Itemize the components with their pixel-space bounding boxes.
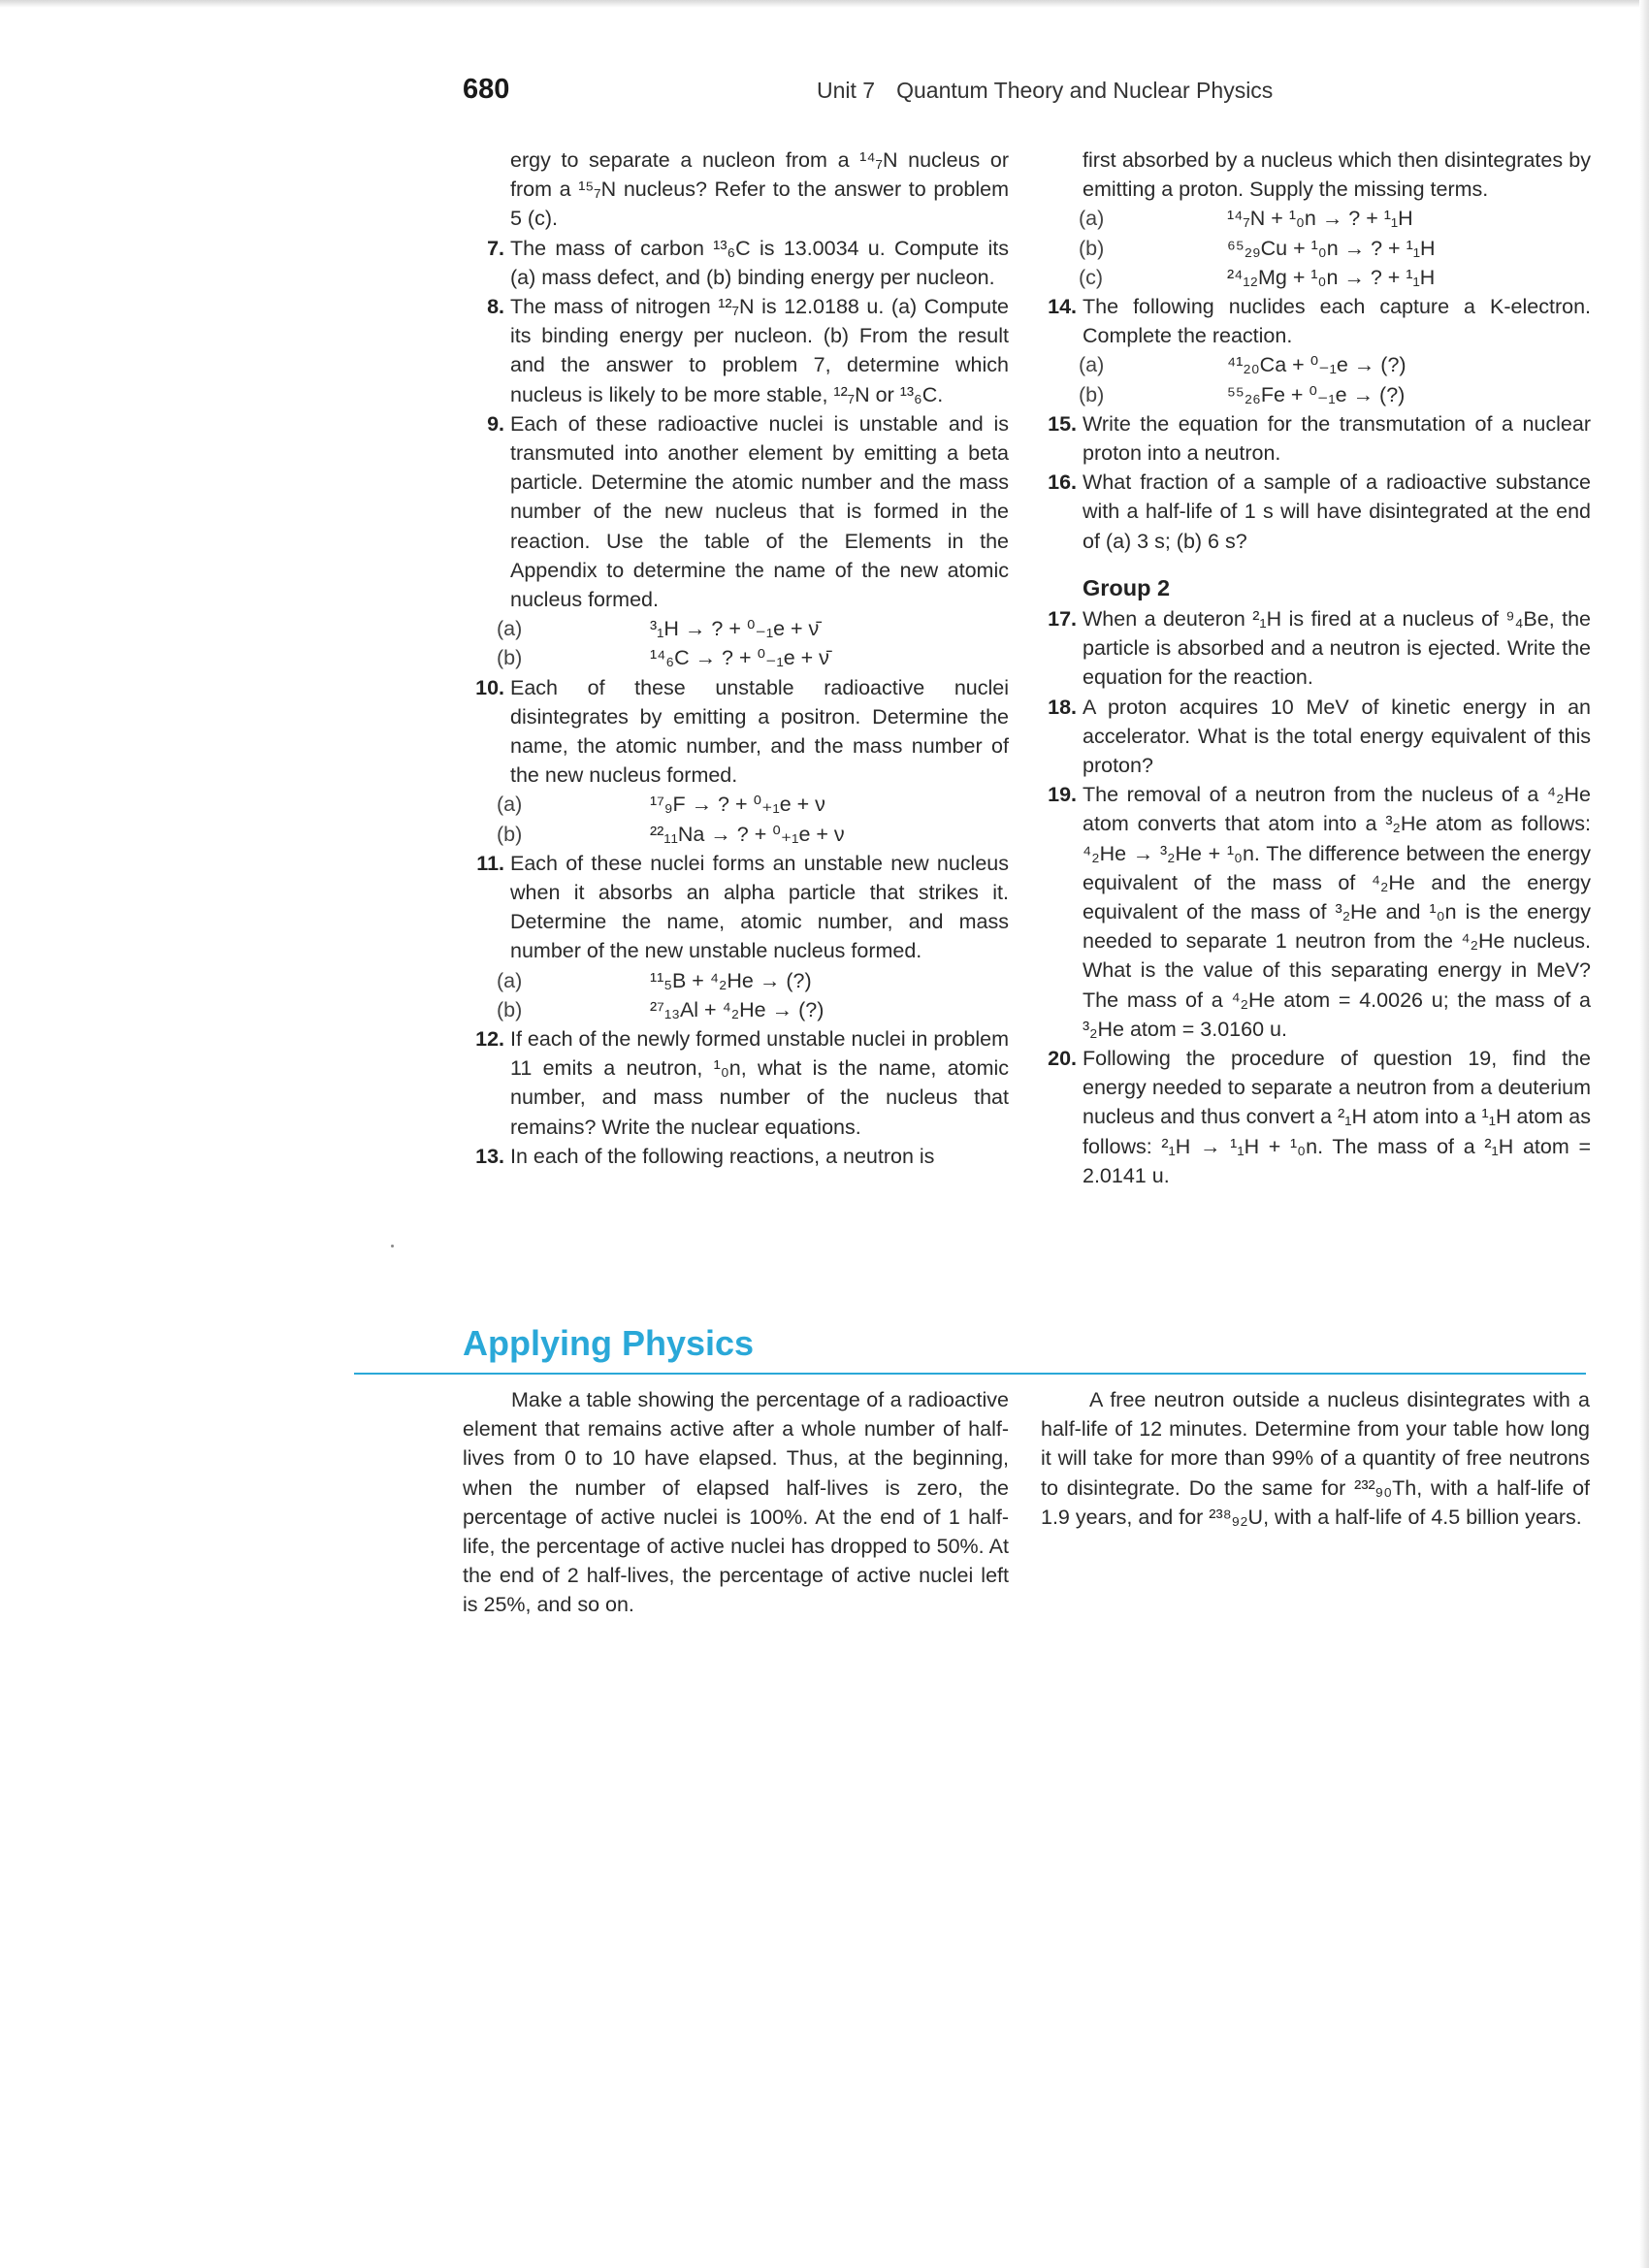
problem-number: 19.: [1048, 783, 1077, 807]
problem-text: What fraction of a sample of a radioactive substance with a half-life of 1 s will have disintegrated at the end of (a) 3 s; (b) 6 s?: [1083, 470, 1591, 553]
equation-row: [1038, 263, 1591, 292]
problem-text: The removal of a neutron from the nucleus of a ⁴₂He atom converts that atom into a ³₂He atom as follows: ⁴₂He → ³₂He + ¹₀n. The difference between the energy equivalent of the mass of ⁴₂He and the energy equivalent of the mass of ³₂He and ¹₀n is the energy needed to separate 1 neutron from the ⁴₂He nucleus. What is the value of this separating energy in MeV? The mass of a ⁴₂He atom = 4.0026 u; the mass of a ³₂He atom = 3.0160 u.: [1083, 783, 1591, 1041]
problem-number: 16.: [1048, 470, 1077, 495]
problem-text: Each of these unstable radioactive nuclei disintegrates by emitting a positron. Determine the name, the atomic number, and the mass number of the new nucleus formed.: [510, 675, 1009, 788]
equation-row: [466, 820, 1009, 849]
nuclear-equation: ²²₁₁Na → ? + ⁰₊₁e + ν: [650, 822, 845, 846]
applying-paragraph: A free neutron outside a nucleus disintegrates with a half-life of 12 minutes. Determine from your table how long it will take for more than 99% of a quantity of free neutrons to disintegrate. Do the same for ²³²₉₀Th, with a half-life of 1.9 years, and for ²³⁸₉₂U, with a half-life of 4.5 billion years.: [1041, 1388, 1590, 1529]
problem-item: [466, 1024, 1009, 1142]
equation-label: (a): [497, 968, 523, 992]
problem-item: [1038, 1044, 1591, 1190]
page-number: 680: [463, 74, 510, 105]
problem-number: 14.: [1048, 294, 1077, 318]
problem-item: [466, 292, 1009, 409]
problem-text: Write the equation for the transmutation of a nuclear proton into a neutron.: [1083, 411, 1591, 465]
chapter-title: Quantum Theory and Nuclear Physics: [896, 78, 1274, 103]
nuclear-equation: ⁶⁵₂₉Cu + ¹₀n → ? + ¹₁H: [1227, 236, 1436, 260]
problem-text: Each of these nuclei forms an unstable new nucleus when it absorbs an alpha particle that strikes it. Determine the name, atomic number, and mass number of the new unstable nucleus formed.: [510, 851, 1009, 963]
section-title: Applying Physics: [463, 1323, 755, 1363]
applying-left-column: [463, 1385, 1009, 1620]
problem-number: 10.: [475, 675, 504, 699]
problem-number: 13.: [475, 1144, 504, 1168]
scan-right-edge: [1639, 0, 1649, 2268]
nuclear-equation: ⁵⁵₂₆Fe + ⁰₋₁e → (?): [1227, 382, 1406, 406]
equation-label: (a): [1079, 353, 1105, 377]
equation-row: [1038, 380, 1591, 409]
problem-item: [466, 234, 1009, 292]
problem-number: 17.: [1048, 606, 1077, 631]
problem-item: [466, 1142, 1009, 1171]
problem-item: [466, 409, 1009, 614]
equation-label: (b): [497, 646, 523, 670]
problem-item: [466, 673, 1009, 791]
problem-number: 12.: [475, 1027, 504, 1051]
applying-right-column: [1041, 1385, 1590, 1532]
equation-row: [466, 995, 1009, 1024]
problem-number: 18.: [1048, 695, 1077, 719]
scan-top-edge: [0, 0, 1649, 8]
problem-number: 9.: [487, 411, 504, 436]
problem-text: The mass of carbon ¹³₆C is 13.0034 u. Compute its (a) mass defect, and (b) binding energy per nucleon.: [510, 236, 1009, 289]
problem-text: ergy to separate a nucleon from a ¹⁴₇N nucleus or from a ¹⁵₇N nucleus? Refer to the answer to problem 5 (c).: [510, 148, 1009, 231]
problem-text: A proton acquires 10 MeV of kinetic energy in an accelerator. What is the total energy equivalent of this proton?: [1083, 695, 1591, 777]
section-rule: [354, 1373, 1586, 1375]
applying-paragraph: Make a table showing the percentage of a radioactive element that remains active after a whole number of half-lives from 0 to 10 have elapsed. Thus, at the beginning, when the number of elapsed half-lives is zero, the percentage of active nuclei is 100%. At the end of 1 half-life, the percentage of active nuclei has dropped to 50%. At the end of 2 half-lives, the percentage of active nuclei left is 25%, and so on.: [463, 1388, 1009, 1617]
equation-label: (b): [1079, 382, 1105, 406]
equation-label: (b): [497, 822, 523, 846]
problem-item: [1038, 409, 1591, 468]
left-column: [466, 146, 1009, 1171]
right-column: [1038, 146, 1591, 1190]
problem-text: When a deuteron ²₁H is fired at a nucleus of ⁹₄Be, the particle is absorbed and a neutron is ejected. Write the equation for the reaction.: [1083, 606, 1591, 690]
problem-number: 15.: [1048, 411, 1077, 436]
nuclear-equation: ²⁷₁₃Al + ⁴₂He → (?): [650, 997, 824, 1021]
scan-speck: [391, 1245, 394, 1247]
nuclear-equation: ⁴¹₂₀Ca + ⁰₋₁e → (?): [1227, 353, 1406, 377]
group-heading: Group 2: [1083, 574, 1171, 600]
equation-label: (a): [497, 793, 523, 817]
problem-text: If each of the newly formed unstable nuclei in problem 11 emits a neutron, ¹₀n, what is the name, atomic number, and mass number of the nucleus that remains? Write the nuclear equations.: [510, 1027, 1009, 1139]
problem-item: [466, 146, 1009, 234]
nuclear-equation: ¹⁷₉F → ? + ⁰₊₁e + ν: [650, 793, 825, 817]
equation-row: [466, 790, 1009, 819]
nuclear-equation: ²⁴₁₂Mg + ¹₀n → ? + ¹₁H: [1227, 265, 1436, 289]
problem-text: first absorbed by a nucleus which then disintegrates by emitting a proton. Supply the missing terms.: [1083, 148, 1591, 202]
unit-label: Unit 7: [817, 78, 876, 103]
equation-label: (b): [497, 997, 523, 1021]
equation-row: [466, 643, 1009, 672]
problem-item: [1038, 693, 1591, 781]
problem-item: [1038, 468, 1591, 556]
problem-item: [1038, 292, 1591, 350]
nuclear-equation: ¹⁴₇N + ¹₀n → ? + ¹₁H: [1227, 207, 1413, 231]
problem-text: The mass of nitrogen ¹²₇N is 12.0188 u. (a) Compute its binding energy per nucleon. (b) From the result and the answer to problem 7, determine which nucleus is likely to be more stable, ¹²₇N or ¹³₆C.: [510, 295, 1009, 406]
problem-number: 20.: [1048, 1047, 1077, 1071]
problem-item: [1038, 604, 1591, 693]
equation-row: [466, 614, 1009, 643]
problem-item: [1038, 780, 1591, 1044]
problem-number: 8.: [487, 295, 504, 319]
nuclear-equation: ¹¹₅B + ⁴₂He → (?): [650, 968, 812, 992]
problem-text: The following nuclides each capture a K-electron. Complete the reaction.: [1083, 294, 1591, 348]
problem-text: Following the procedure of question 19, find the energy needed to separate a neutron from a deuterium nucleus and thus convert a ²₁H atom into a ¹₁H atom as follows: ²₁H → ¹₁H + ¹₀n. The mass of a ²₁H atom = 2.0141 u.: [1083, 1047, 1591, 1187]
nuclear-equation: ³₁H → ? + ⁰₋₁e + ν̄: [650, 617, 820, 641]
equation-label: (c): [1079, 265, 1104, 289]
problem-number: 11.: [476, 851, 504, 875]
equation-row: [1038, 350, 1591, 379]
equation-row: [1038, 234, 1591, 263]
equation-row: [1038, 204, 1591, 233]
equation-label: (b): [1079, 236, 1105, 260]
problem-number: 7.: [487, 236, 504, 260]
problem-text: In each of the following reactions, a neutron is: [510, 1144, 935, 1168]
equation-label: (a): [497, 617, 523, 641]
equation-label: (a): [1079, 207, 1105, 231]
problem-text: Each of these radioactive nuclei is unstable and is transmuted into another element by emitting a beta particle. Determine the atomic number and the mass number of the new nucleus that is formed in the reaction. Use the table of the Elements in the Appendix to determine the name of the new atomic nucleus formed.: [510, 411, 1009, 612]
problem-item: [1038, 146, 1591, 204]
problem-item: [466, 849, 1009, 966]
running-head: [817, 78, 1273, 104]
nuclear-equation: ¹⁴₆C → ? + ⁰₋₁e + ν̄: [650, 646, 829, 670]
equation-row: [466, 966, 1009, 995]
